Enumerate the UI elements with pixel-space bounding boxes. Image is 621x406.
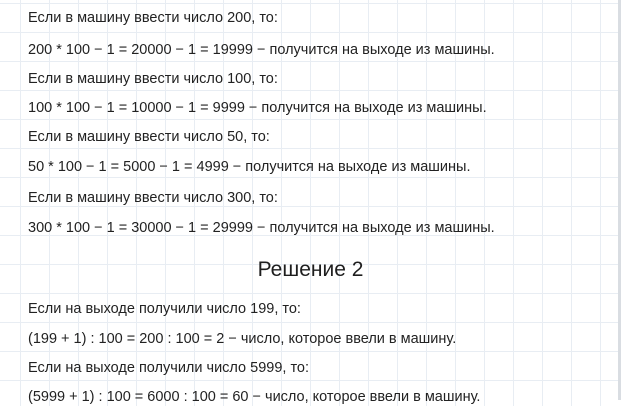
equation-line: (199 + 1) : 100 = 200 : 100 = 2 − число, которое ввели в машину. [28, 331, 457, 347]
text-line: Если в машину ввести число 200, то: [28, 10, 278, 26]
equation-line: 300 * 100 − 1 = 30000 − 1 = 29999 − получится на выходе из машины. [28, 220, 495, 236]
text-line: Если на выходе получили число 5999, то: [28, 360, 310, 376]
equation-line: (5999 + 1) : 100 = 6000 : 100 = 60 − число, которое ввели в машину. [28, 389, 481, 405]
equation-line: 200 * 100 − 1 = 20000 − 1 = 19999 − получится на выходе из машины. [28, 42, 495, 58]
text-line: Если в машину ввести число 100, то: [28, 71, 278, 87]
text-line: Если в машину ввести число 50, то: [28, 129, 270, 145]
equation-line: 50 * 100 − 1 = 5000 − 1 = 4999 − получится на выходе из машины. [28, 159, 471, 175]
text-line: Если на выходе получили число 199, то: [28, 301, 301, 317]
equation-line: 100 * 100 − 1 = 10000 − 1 = 9999 − получится на выходе из машины. [28, 100, 487, 116]
text-line: Если в машину ввести число 300, то: [28, 190, 278, 206]
solution-2-heading: Решение 2 [257, 258, 364, 281]
